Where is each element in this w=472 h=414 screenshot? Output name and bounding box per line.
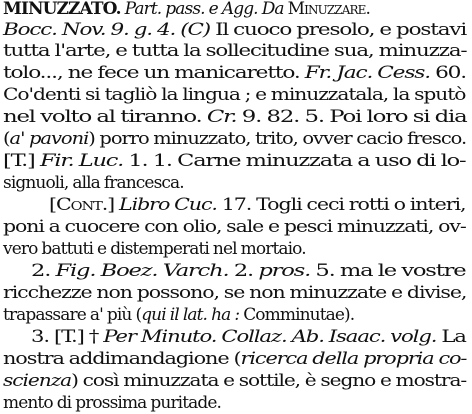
text-segment: 2. <box>31 261 56 281</box>
text-segment: 9. 82. 5. Poi loro si dia <box>236 107 467 127</box>
text-segment: Minuzzare. <box>287 0 370 19</box>
entry-line <box>3 84 465 106</box>
entry-line <box>3 304 354 326</box>
text-segment: qui il lat. ha : <box>141 305 240 325</box>
text-segment: tutta l'arte, e tutta la sollecitudine sua, minuzza- <box>3 41 467 61</box>
text-segment: scienza <box>3 371 72 391</box>
entry-line <box>31 326 466 348</box>
text-segment: † <box>83 327 104 347</box>
text-segment: ) porro minuzzato, trito, ovver cacio fresco. <box>88 129 467 149</box>
entry-line <box>31 260 465 282</box>
entry-line <box>3 40 466 62</box>
text-segment: 5. ma le vostre <box>310 261 466 281</box>
text-segment: [Cont.] <box>49 195 115 215</box>
entry-line <box>3 238 306 260</box>
text-segment: MINUZZATO. <box>3 0 121 19</box>
text-segment: signuoli, alla francesca. <box>3 173 184 193</box>
entry-line <box>3 282 466 304</box>
text-segment: pros. <box>258 261 311 281</box>
text-segment: Libro Cuc. <box>118 195 217 215</box>
entry-line <box>3 172 184 194</box>
text-segment: trapassare a' più ( <box>3 305 142 325</box>
text-segment: Per Minuto. Collaz. Ab. Isaac. volg. <box>103 327 437 347</box>
entry-line <box>3 62 466 84</box>
text-segment: poni a cuocere con olio, sale e pesci minuzzati, ov- <box>3 217 466 237</box>
text-segment: Fig. Boez. Varch. <box>55 261 229 281</box>
text-segment: vero battuti e distemperati nel mortaio. <box>3 239 306 259</box>
text-segment: a' pavoni <box>9 129 89 149</box>
text-segment: mento di prossima puritade. <box>3 393 222 413</box>
text-segment: Bocc. Nov. 9. g. 4. (C) <box>3 20 211 40</box>
entry-line <box>3 128 466 150</box>
text-segment: [T.] <box>3 151 35 171</box>
entry-line <box>3 0 370 20</box>
entry-line <box>3 348 466 370</box>
text-segment: 2. <box>228 261 259 281</box>
text-segment: Cr. <box>206 107 237 127</box>
text-segment: ( <box>3 129 10 149</box>
entry-line <box>49 194 465 216</box>
text-segment: Comminutae). <box>239 305 355 325</box>
text-segment: Part. pass. e Agg. Da <box>124 0 284 19</box>
entry-line <box>3 150 465 172</box>
text-segment: La <box>436 327 466 347</box>
text-segment: 1. 1. Carne minuzzata a uso di lo- <box>123 151 466 171</box>
text-segment: Fr. Jac. Cess. <box>304 63 430 83</box>
entry-line <box>3 106 467 128</box>
text-segment: 3. <box>31 327 54 347</box>
text-segment: nel volto al tiranno. <box>3 107 207 127</box>
text-segment: ricerca della propria co- <box>240 349 467 369</box>
entry-line <box>3 370 466 392</box>
text-segment: Il cuoco presolo, e postavi <box>210 20 467 40</box>
text-segment: ricchezze non possono, se non minuzzate e divise, <box>3 283 467 303</box>
text-segment: Co'denti si tagliò la lingua ; e minuzzatala, la sputò <box>3 85 466 105</box>
text-segment: 17. Togli ceci rotti o interi, <box>216 195 466 215</box>
text-segment: ) così minuzzata e sottile, è segno e mostra- <box>71 371 467 391</box>
entry-line <box>3 216 466 238</box>
text-segment: nostra addimandagione ( <box>3 349 241 369</box>
entry-line <box>3 19 466 41</box>
text-segment: 60. <box>429 63 467 83</box>
entry-line <box>3 392 221 414</box>
text-segment: [T.] <box>53 327 84 347</box>
text-segment: tolo..., ne fece un manicaretto. <box>3 63 305 83</box>
text-segment: Fir. Luc. <box>39 151 124 171</box>
